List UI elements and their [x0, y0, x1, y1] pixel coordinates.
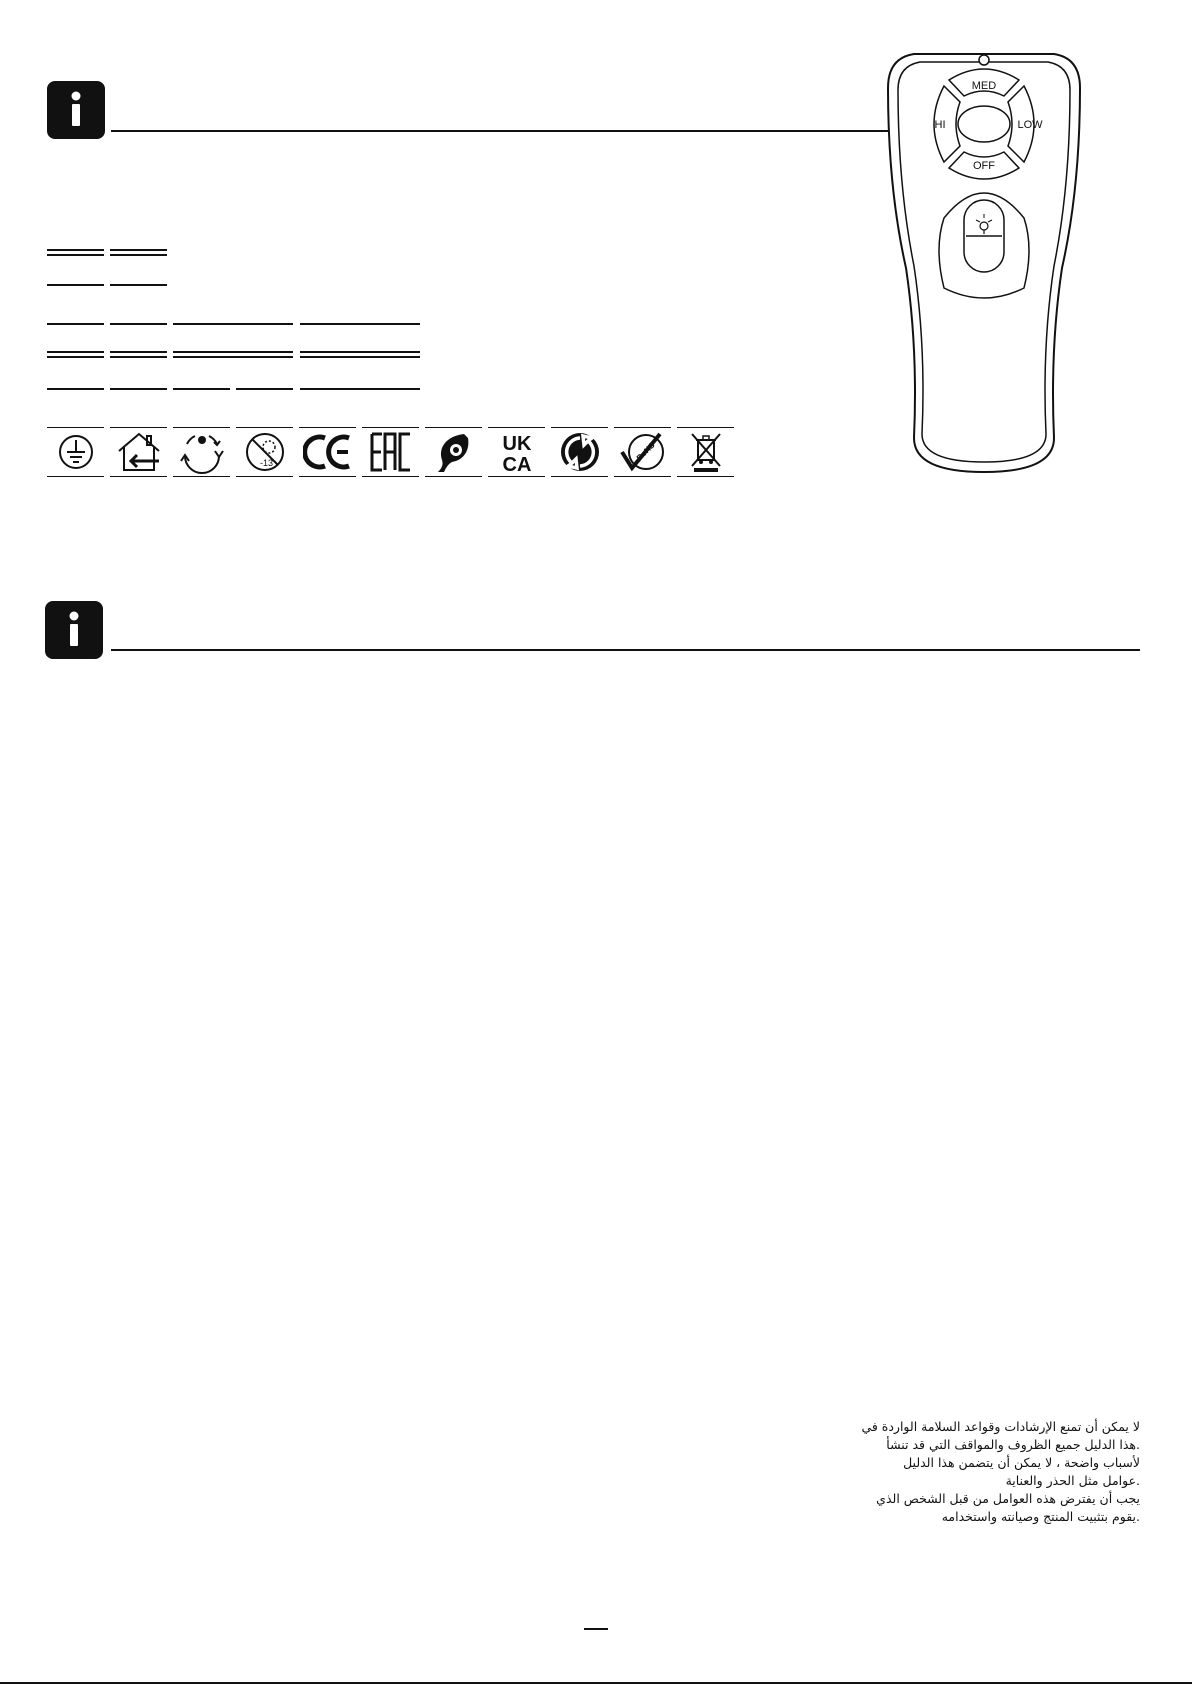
page-number-marker: [584, 1628, 608, 1630]
section-rule: [111, 130, 906, 132]
svg-text:RoHS: RoHS: [634, 440, 657, 463]
rohs-compliant-icon: [614, 427, 671, 477]
info-icon: [45, 601, 103, 659]
ce-mark-icon: [299, 427, 356, 477]
indoor-use-icon: [110, 427, 167, 477]
notice-line: لأسباب واضحة ، لا يمكن أن يتضمن هذا الدليل: [903, 1455, 1140, 1470]
rohs-leaf-icon: [425, 427, 482, 477]
svg-text:OFF: OFF: [973, 160, 995, 172]
temperature-limit-icon: [236, 427, 293, 477]
light-button[interactable]: [964, 200, 1004, 272]
notice-line: .يقوم بتثبيت المنتج وصيانته واستخدامه: [941, 1509, 1140, 1524]
svg-text:HI: HI: [934, 119, 946, 131]
svg-text:-13: -13: [259, 458, 273, 468]
footer-rule: [0, 1682, 1192, 1684]
section-rule: [111, 649, 1140, 651]
eac-mark-icon: [362, 427, 419, 477]
svg-text:UK: UK: [502, 433, 531, 455]
info-icon: [47, 81, 105, 139]
center-button[interactable]: [958, 106, 1010, 142]
svg-text:MED: MED: [971, 80, 997, 92]
earth-ground-icon: [47, 427, 104, 477]
green-dot-icon: [551, 427, 608, 477]
svg-text:CA: CA: [502, 454, 531, 474]
notice-line: يجب أن يفترض هذه العوامل من قبل الشخص الذي: [876, 1491, 1140, 1506]
notice-line: لا يمكن أن تمنع الإرشادات وقواعد السلامة الواردة في: [861, 1419, 1140, 1434]
weee-bin-icon: [677, 427, 734, 477]
svg-text:LOW: LOW: [1017, 119, 1043, 131]
certification-icons: [47, 427, 734, 477]
remote-control: [884, 48, 1084, 483]
ukca-mark-icon: [488, 427, 545, 477]
notice-line: .عوامل مثل الحذر والعناية: [1005, 1473, 1140, 1488]
arabic-safety-notice: [810, 1418, 1140, 1526]
notice-line: .هذا الدليل جميع الظروف والمواقف التي قد تنشأ: [886, 1437, 1140, 1452]
rotation-icon: [173, 427, 230, 477]
